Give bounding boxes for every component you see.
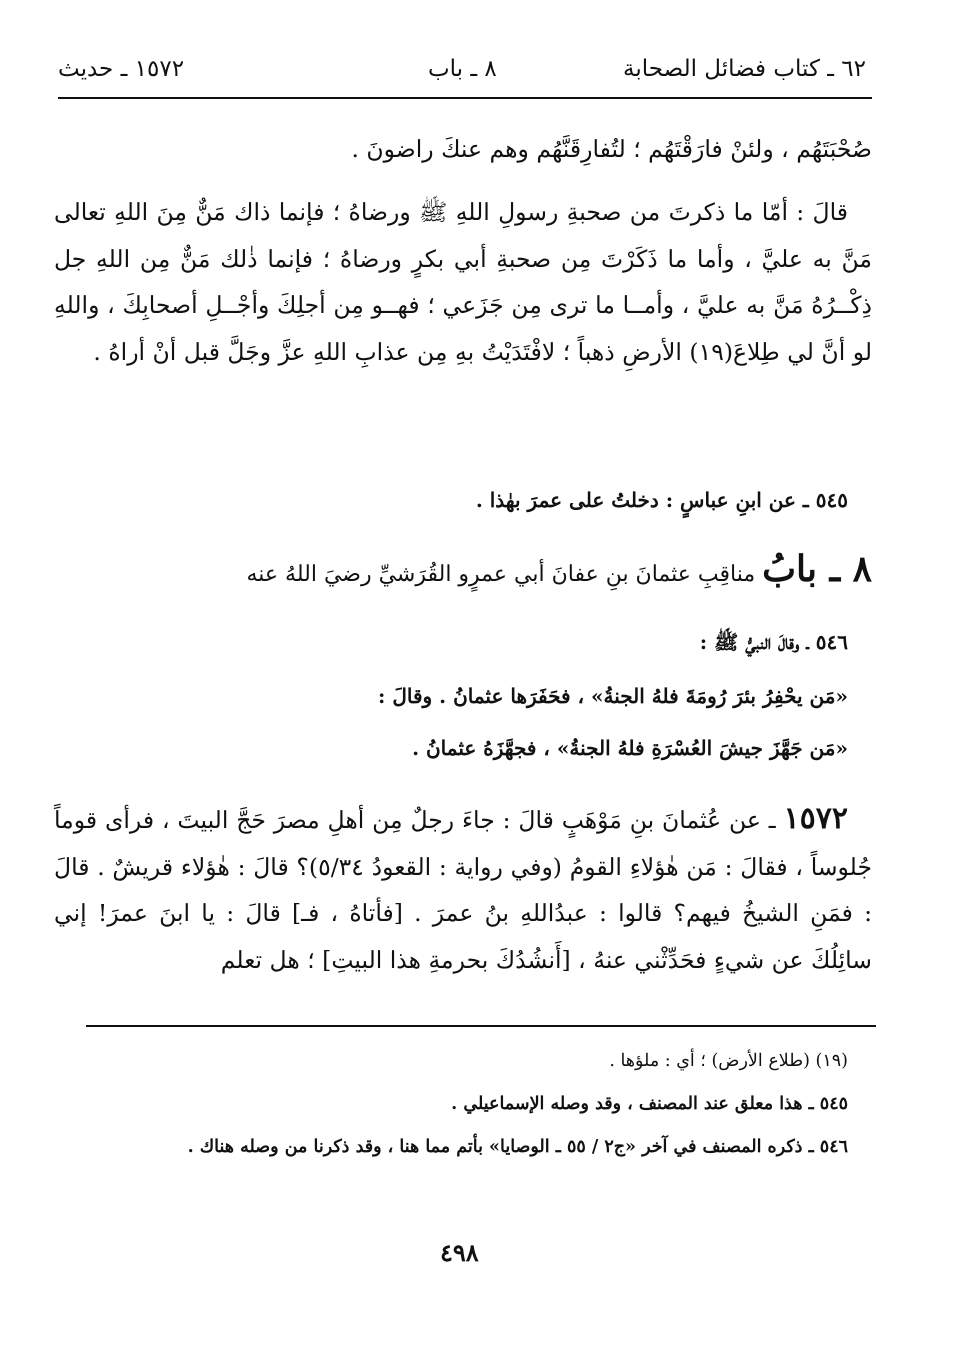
running-header-hadith: ١٥٧٢ ـ حديث [58, 56, 185, 82]
intro-line [54, 126, 872, 173]
running-header-chapter: ٨ ـ باب [428, 56, 497, 82]
hadith-1572-text [54, 796, 872, 983]
intro-text: صُحْبَتَهُم ، ولئنْ فارَقْتَهُم ؛ لتُفارِقَنَّهُم وهم عنكَ راضونَ . [351, 135, 872, 163]
hadith-1572-body: ـ عن عُثمانَ بنِ مَوْهَبٍ قالَ : جاءَ رجلٌ مِن أهلِ مصرَ حَجَّ البيتَ ، فرأى قوماً جُلوساً ، فقالَ : مَن هٰؤلاءِ القومُ (وفي رواية : القعودُ ٥/٣٤)؟ قالَ : هٰؤلاء قريشٌ . قالَ : فمَنِ الشيخُ فيهم؟ قالوا : عبدُاللهِ بنُ عمرَ . [فأتاهُ ، فـ] قالَ : يا ابنَ عمرَ! إني سائِلُكَ عن شيءٍ فحَدِّثْني عنهُ ، [أَنشُدُكَ بحرمةِ هذا البيتِ] ؛ هل تعلم [54, 806, 872, 974]
chapter-title: مناقِبِ عثمانَ بنِ عفانَ أبي عمرٍو القُرَشيِّ رضيَ اللهُ عنه [246, 562, 756, 587]
page-number: ٤٩٨ [440, 1238, 479, 1267]
hadith-545: ٥٤٥ ـ عن ابنِ عباسٍ : دخلتُ على عمرَ بهٰذا . [475, 488, 848, 512]
chapter-number: ٨ ـ بابُ [762, 548, 872, 590]
hadith-number: ١٥٧٢ [783, 801, 848, 836]
chapter-heading [54, 548, 872, 590]
footnote-546: ٥٤٦ ـ ذكره المصنف في آخر «ج٢ / ٥٥ ـ الوصايا» بأتم مما هنا ، وقد ذكرنا من وصله هناك . [187, 1137, 848, 1157]
footnote-19: (١٩) (طلاع الأرض) ؛ أي : ملؤها . [609, 1051, 848, 1071]
paragraph-umar-text: قالَ : أمّا ما ذكرتَ من صحبةِ رسولِ اللهِ ﷺ ورضاهُ ؛ فإنما ذاك مَنٌّ مِنَ اللهِ تعالى مَنَّ به عليَّ ، وأما ما ذَكَرْتَ مِن صحبةِ أبي بكرٍ ورضاهُ ؛ فإنما ذٰلك مَنٌّ مِن اللهِ جل ذِكْــرُهُ مَنَّ به عليَّ ، وأمــا ما ترى مِن جَزَعي ؛ فهــو مِن أجلِكَ وأجْــلِ أصحابِكَ ، واللهِ لو أنَّ لي طِلاعَ(١٩) الأرضِ ذهباً ؛ لافْتَدَيْتُ بهِ مِن عذابِ اللهِ عزَّ وجَلَّ قبل أنْ أراهُ . [54, 198, 872, 366]
running-header-book: ٦٢ ـ كتاب فضائل الصحابة [623, 56, 866, 82]
header-divider [58, 97, 872, 99]
footnote-divider [86, 1025, 876, 1027]
quote-rumah-well: «مَن يحْفِرُ بئرَ رُومَةَ فلهُ الجنةُ» ، فحَفَرَها عثمانُ . وقالَ : [378, 684, 848, 708]
paragraph-umar [54, 189, 872, 375]
hadith-1572 [54, 796, 872, 983]
quote-army-of-hardship: «مَن جَهَّزَ جيشَ العُسْرَةِ فلهُ الجنةُ» ، فجهَّزَهُ عثمانُ . [412, 736, 848, 760]
hadith-546: ٥٤٦ ـ وقالَ النبيُّ ﷺ : [699, 630, 848, 654]
footnote-545: ٥٤٥ ـ هذا معلق عند المصنف ، وقد وصله الإسماعيلي . [451, 1094, 848, 1114]
